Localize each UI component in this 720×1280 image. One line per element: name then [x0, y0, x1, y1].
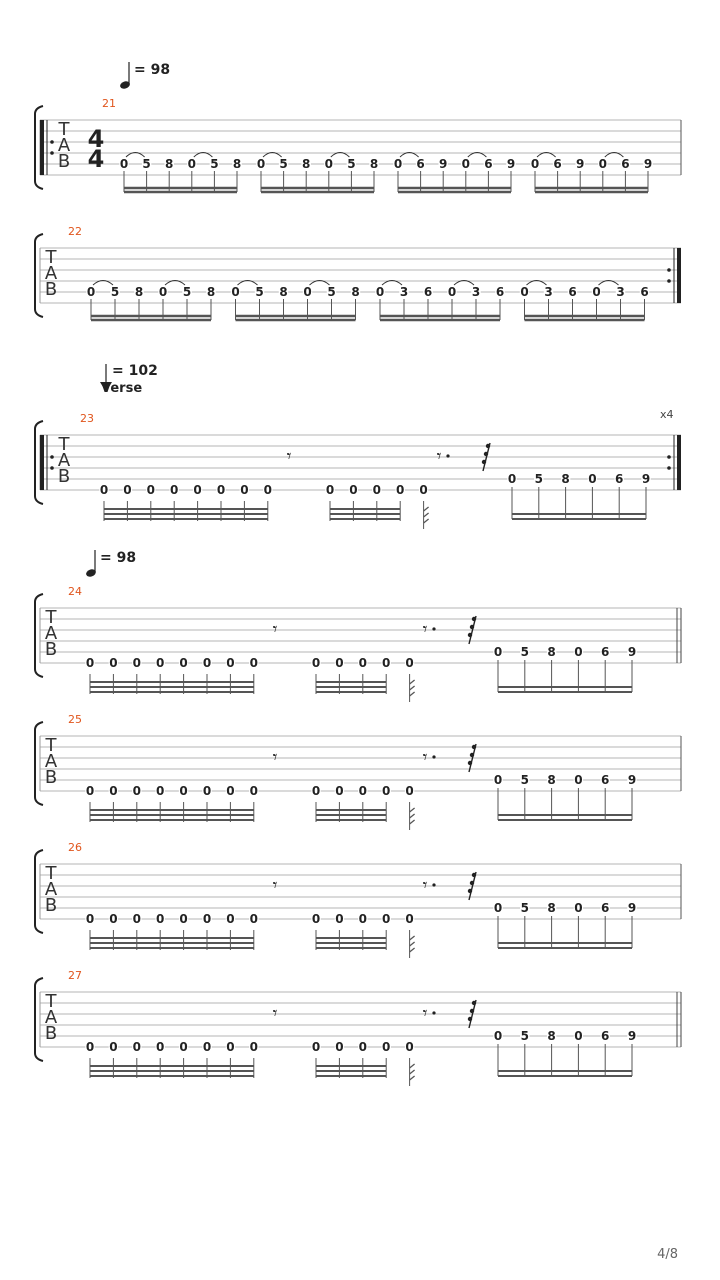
fret-number: 0	[574, 773, 583, 787]
fret-number: 8	[547, 645, 556, 659]
fret-number: 5	[520, 901, 529, 915]
tab-clef-letter: B	[57, 466, 71, 487]
fret-number: 0	[179, 912, 188, 926]
dot	[446, 454, 449, 457]
fret-number: 9	[643, 157, 653, 171]
dotted-eighth-rest: 𝄾	[422, 875, 428, 896]
system-bracket	[35, 850, 43, 933]
fret-number: 5	[347, 157, 356, 171]
fret-number: 0	[324, 157, 333, 171]
fret-number: 0	[156, 912, 165, 926]
fret-number: 0	[231, 285, 240, 299]
tab-clef-letter: T	[45, 607, 57, 628]
tab-clef-letter: T	[45, 863, 57, 884]
fret-number: 0	[393, 157, 403, 171]
repeat-dot	[50, 151, 54, 155]
fret-number: 0	[256, 157, 266, 171]
fret-number: 9	[641, 472, 651, 486]
fret-number: 0	[405, 656, 414, 670]
flag	[410, 680, 415, 684]
flag	[424, 507, 429, 511]
tab-clef-letter: B	[44, 1023, 58, 1044]
fret-number: 0	[109, 656, 118, 670]
flag	[410, 1064, 415, 1068]
fret-number: 9	[627, 645, 637, 659]
eighth-rest: 𝄾	[272, 1003, 278, 1024]
flag	[410, 1076, 415, 1080]
repeat-dot	[50, 140, 54, 144]
fret-number: 0	[493, 645, 503, 659]
fret-number: 8	[134, 285, 144, 299]
fret-number: 0	[156, 784, 165, 798]
flag	[424, 519, 429, 523]
dotted-eighth-rest: 𝄾	[422, 1003, 428, 1024]
fret-number: 6	[621, 157, 630, 171]
fret-number: 5	[520, 645, 529, 659]
rest-flag-dot	[470, 753, 474, 757]
fret-number: 0	[202, 1040, 212, 1054]
fret-number: 0	[311, 656, 321, 670]
fret-number: 8	[547, 773, 556, 787]
fret-number: 6	[640, 285, 649, 299]
fret-number: 0	[325, 483, 335, 497]
fret-number: 6	[601, 1029, 610, 1043]
fret-number: 0	[156, 656, 165, 670]
fret-number: 0	[179, 656, 188, 670]
fret-number: 5	[279, 157, 288, 171]
fret-number: 0	[146, 483, 155, 497]
fret-number: 8	[351, 285, 360, 299]
repeat-count: x4	[660, 408, 674, 421]
fret-number: 6	[495, 285, 505, 299]
tab-clef-letter: A	[44, 879, 58, 900]
fret-number: 0	[419, 483, 428, 497]
measure-number: 27	[68, 969, 82, 982]
rest-flag-dot	[484, 452, 488, 456]
system-bracket	[35, 234, 43, 317]
repeat-dot	[50, 455, 54, 459]
fret-number: 0	[132, 1040, 141, 1054]
fret-number: 0	[132, 912, 141, 926]
tab-clef-letter: T	[45, 991, 57, 1012]
eighth-rest: 𝄾	[272, 875, 278, 896]
fret-number: 0	[461, 157, 470, 171]
measure-number: 24	[68, 585, 82, 598]
time-signature-top: 4	[87, 125, 105, 153]
rest-flag-dot	[468, 889, 472, 893]
fret-number: 0	[405, 1040, 414, 1054]
fret-number: 0	[375, 285, 385, 299]
flag	[410, 814, 415, 818]
time-signature-bottom: 4	[87, 145, 105, 173]
dotted-eighth-rest: 𝄾	[422, 619, 428, 640]
tab-clef-letter: A	[57, 135, 71, 156]
dot	[432, 1011, 435, 1014]
fret-number: 0	[507, 472, 517, 486]
repeat-dot	[667, 268, 671, 272]
fret-number: 6	[416, 157, 425, 171]
fret-number: 3	[544, 285, 553, 299]
fret-number: 0	[530, 157, 540, 171]
rest-flag-dot	[470, 625, 474, 629]
fret-number: 9	[627, 901, 637, 915]
fret-number: 0	[358, 656, 367, 670]
tab-clef-letter: B	[44, 279, 58, 300]
fret-number: 0	[85, 1040, 95, 1054]
fret-number: 0	[588, 472, 597, 486]
fret-number: 0	[86, 285, 96, 299]
tempo-value: = 98	[100, 550, 137, 566]
fret-number: 0	[249, 784, 258, 798]
dot	[432, 883, 435, 886]
repeat-dot	[667, 279, 671, 283]
fret-number: 8	[547, 1029, 556, 1043]
fret-number: 0	[405, 912, 414, 926]
rest-flag-dot	[470, 881, 474, 885]
fret-number: 6	[601, 645, 610, 659]
fret-number: 0	[263, 483, 272, 497]
tab-clef-letter: B	[44, 767, 58, 788]
fret-number: 0	[311, 1040, 321, 1054]
fret-number: 6	[601, 901, 610, 915]
fret-number: 5	[534, 472, 543, 486]
section-label-verse: Verse	[101, 381, 143, 396]
fret-number: 0	[405, 784, 414, 798]
fret-number: 0	[372, 483, 381, 497]
end-repeat-thick-bar	[677, 435, 681, 490]
fret-number: 0	[335, 912, 344, 926]
fret-number: 5	[142, 157, 151, 171]
fret-number: 0	[493, 773, 503, 787]
fret-number: 0	[99, 483, 109, 497]
fret-number: 0	[109, 784, 118, 798]
fret-number: 0	[226, 784, 235, 798]
tempo-value: = 102	[112, 363, 158, 379]
rest-flag-dot	[472, 1001, 476, 1005]
fret-number: 6	[568, 285, 577, 299]
fret-number: 5	[520, 773, 529, 787]
fret-number: 0	[574, 1029, 583, 1043]
fret-number: 9	[439, 157, 448, 171]
rest-flag-dot	[482, 460, 486, 464]
fret-number: 0	[358, 912, 367, 926]
fret-number: 0	[574, 901, 583, 915]
tempo-value: = 98	[134, 62, 171, 78]
fret-number: 0	[132, 784, 141, 798]
tab-clef-letter: A	[44, 623, 58, 644]
dot	[432, 755, 435, 758]
fret-number: 0	[202, 656, 212, 670]
fret-number: 0	[179, 1040, 188, 1054]
fret-number: 0	[249, 1040, 258, 1054]
fret-number: 0	[216, 483, 226, 497]
fret-number: 0	[493, 1029, 503, 1043]
flag	[410, 936, 415, 940]
fret-number: 0	[311, 912, 321, 926]
start-repeat-thick-bar	[40, 120, 44, 175]
system-bracket	[35, 978, 43, 1061]
fret-number: 0	[240, 483, 249, 497]
rest-flag-dot	[472, 873, 476, 877]
fret-number: 5	[520, 1029, 529, 1043]
fret-number: 0	[396, 483, 405, 497]
tab-clef-letter: A	[44, 263, 58, 284]
dotted-eighth-rest: 𝄾	[422, 747, 428, 768]
rest-flag-dot	[468, 1017, 472, 1021]
flag	[410, 1070, 415, 1074]
flag	[410, 808, 415, 812]
fret-number: 8	[206, 285, 216, 299]
measure-number: 23	[80, 412, 94, 425]
fret-number: 0	[335, 784, 344, 798]
fret-number: 0	[123, 483, 132, 497]
fret-number: 3	[399, 285, 409, 299]
fret-number: 0	[85, 912, 95, 926]
fret-number: 0	[109, 1040, 118, 1054]
fret-number: 0	[382, 784, 391, 798]
eighth-rest: 𝄾	[272, 747, 278, 768]
fret-number: 0	[598, 157, 607, 171]
fret-number: 0	[303, 285, 312, 299]
fret-number: 0	[85, 656, 95, 670]
flag	[424, 513, 429, 517]
flag	[410, 942, 415, 946]
fret-number: 6	[615, 472, 624, 486]
fret-number: 0	[132, 656, 141, 670]
flag	[410, 948, 415, 952]
fret-number: 0	[493, 901, 503, 915]
fret-number: 0	[158, 285, 168, 299]
fret-number: 6	[553, 157, 562, 171]
fret-number: 0	[119, 157, 129, 171]
tab-clef-letter: T	[45, 247, 57, 268]
rest-flag-dot	[468, 633, 472, 637]
repeat-dot	[667, 455, 671, 459]
fret-number: 8	[561, 472, 570, 486]
rest-flag-dot	[470, 1009, 474, 1013]
tab-clef-letter: B	[57, 151, 71, 172]
fret-number: 0	[193, 483, 202, 497]
rest-flag-dot	[486, 444, 490, 448]
fret-number: 0	[179, 784, 188, 798]
flag	[410, 692, 415, 696]
fret-number: 8	[369, 157, 379, 171]
fret-number: 0	[202, 784, 212, 798]
fret-number: 0	[311, 784, 321, 798]
rest-flag-dot	[472, 617, 476, 621]
flag	[410, 820, 415, 824]
fret-number: 0	[382, 912, 391, 926]
repeat-dot	[667, 466, 671, 470]
fret-number: 0	[226, 912, 235, 926]
fret-number: 6	[601, 773, 610, 787]
fret-number: 0	[109, 912, 118, 926]
fret-number: 9	[576, 157, 585, 171]
fret-number: 0	[574, 645, 583, 659]
measure-number: 22	[68, 225, 82, 238]
tab-clef-letter: A	[57, 450, 71, 471]
tab-clef-letter: A	[44, 751, 58, 772]
measure-number: 21	[102, 97, 116, 110]
dot	[432, 627, 435, 630]
fret-number: 8	[232, 157, 242, 171]
fret-number: 5	[182, 285, 192, 299]
tab-clef-letter: B	[44, 639, 58, 660]
fret-number: 0	[249, 656, 258, 670]
repeat-dot	[50, 466, 54, 470]
fret-number: 8	[165, 157, 174, 171]
fret-number: 6	[484, 157, 493, 171]
fret-number: 9	[627, 773, 637, 787]
eighth-rest: 𝄾	[272, 619, 278, 640]
fret-number: 6	[423, 285, 433, 299]
dotted-eighth-rest: 𝄾	[436, 446, 442, 467]
end-repeat-thick-bar	[677, 248, 681, 303]
rest-flag-dot	[468, 761, 472, 765]
fret-number: 0	[202, 912, 212, 926]
tab-clef-letter: B	[44, 895, 58, 916]
fret-number: 0	[349, 483, 358, 497]
fret-number: 9	[627, 1029, 637, 1043]
fret-number: 0	[358, 1040, 367, 1054]
fret-number: 0	[226, 1040, 235, 1054]
flag	[410, 686, 415, 690]
fret-number: 0	[226, 656, 235, 670]
fret-number: 0	[156, 1040, 165, 1054]
fret-number: 0	[358, 784, 367, 798]
fret-number: 8	[547, 901, 556, 915]
tab-clef-letter: T	[45, 735, 57, 756]
rest-flag-dot	[472, 745, 476, 749]
fret-number: 5	[327, 285, 336, 299]
eighth-rest: 𝄾	[286, 446, 292, 467]
tab-clef-letter: A	[44, 1007, 58, 1028]
fret-number: 0	[520, 285, 529, 299]
tab-clef-letter: T	[58, 119, 70, 140]
fret-number: 0	[447, 285, 457, 299]
fret-number: 0	[335, 656, 344, 670]
fret-number: 3	[471, 285, 481, 299]
fret-number: 8	[279, 285, 288, 299]
measure-number: 26	[68, 841, 82, 854]
start-repeat-thick-bar	[40, 435, 44, 490]
fret-number: 9	[506, 157, 516, 171]
fret-number: 0	[592, 285, 601, 299]
page-number: 4/8	[657, 1247, 678, 1262]
tab-clef-letter: T	[58, 434, 70, 455]
fret-number: 5	[255, 285, 264, 299]
system-bracket	[35, 594, 43, 677]
fret-number: 3	[616, 285, 625, 299]
fret-number: 8	[302, 157, 311, 171]
fret-number: 0	[85, 784, 95, 798]
fret-number: 0	[249, 912, 258, 926]
fret-number: 0	[382, 656, 391, 670]
system-bracket	[35, 722, 43, 805]
fret-number: 0	[335, 1040, 344, 1054]
fret-number: 0	[187, 157, 196, 171]
fret-number: 5	[110, 285, 120, 299]
fret-number: 5	[210, 157, 219, 171]
fret-number: 0	[382, 1040, 391, 1054]
fret-number: 0	[170, 483, 179, 497]
measure-number: 25	[68, 713, 82, 726]
